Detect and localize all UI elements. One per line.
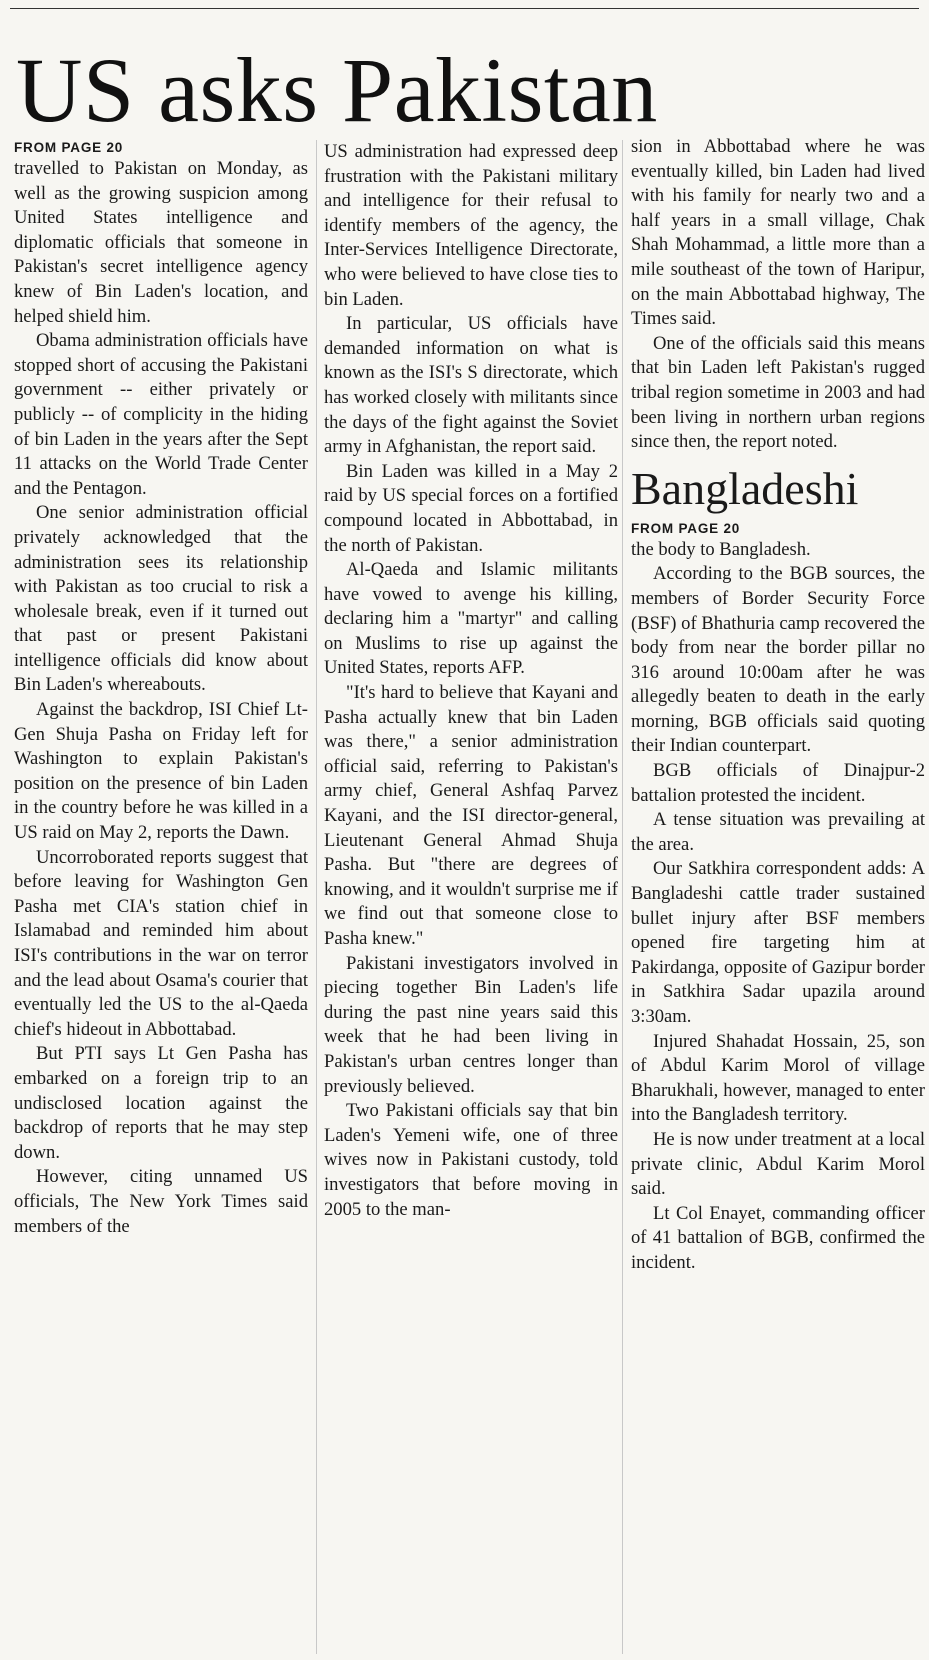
top-rule [10,8,919,9]
column-divider [316,140,317,1654]
paragraph: One senior administration official privately acknowledged that the administration sees its relationship with Pakistan as too crucial to risk a wholesale break, even if it turned out that past or present Pakistani intelligence officials did know about Bin Laden's whereabouts. [14,502,308,696]
paragraph: Bin Laden was killed in a May 2 raid by US special forces on a fortified compound located in Abbottabad, in the north of Pakistan. [324,460,618,556]
headline: US asks Pakistan [16,39,658,141]
paragraph: One of the officials said this means that bin Laden left Pakistan's rugged tribal region sometime in 2003 and had been living in northern urban regions since then, the report noted. [631,332,925,453]
paragraph: He is now under treatment at a local private clinic, Abdul Karim Morol said. [631,1128,925,1200]
story-column-2 [324,140,618,1222]
paragraph: travelled to Pakistan on Monday, as well as the growing suspicion among United States intelligence and diplomatic officials that someone in Pakistan's secret intelligence agency knew of Bin Laden's location, and helped shield him. [14,158,308,327]
paragraph: US administration had expressed deep frustration with the Pakistani military and intelligence for their refusal to identify members of the agency, the Inter-Services Intelligence Directorate, who were believed to have close ties to bin Laden. [324,141,618,310]
paragraph: Two Pakistani officials say that bin Laden's Yemeni wife, one of three wives now in Pakistani custody, told investigators that before moving in 2005 to the man- [324,1100,618,1220]
kicker-from-page: FROM PAGE 20 [631,520,741,536]
subheadline: Bangladeshi [631,462,859,514]
paragraph: Our Satkhira correspondent adds: A Bangladeshi cattle trader sustained bullet injury after BSF members opened fire targeting him at Pakirdanga, opposite of Gazipur border in Satkhira Sadar upazila around 3:30am. [631,858,925,1027]
paragraph: Uncorroborated reports suggest that before leaving for Washington Gen Pasha met CIA's station chief in Islamabad and reminded him about ISI's contributions in the war on terror and the lead about Osama's courier that eventually led the US to the al-Qaeda chief's hideout in Abbottabad. [14,846,308,1040]
paragraph: Lt Col Enayet, commanding officer of 41 battalion of BGB, confirmed the incident. [631,1202,925,1273]
column-divider [622,140,623,1654]
paragraph: Injured Shahadat Hossain, 25, son of Abdul Karim Morol of village Bharukhali, however, managed to enter into the Bangladesh territory. [631,1030,925,1126]
kicker-from-page: FROM PAGE 20 [14,140,124,155]
paragraph: Against the backdrop, ISI Chief Lt-Gen Shuja Pasha on Friday left for Washington to explain Pakistan's position on the presence of bin Laden in the country before he was killed in a US raid on May 2, reports the Dawn. [14,699,308,844]
paragraph: Al-Qaeda and Islamic militants have vowed to avenge his killing, declaring him a "martyr" and calling on Muslims to rise up against the United States, reports AFP. [324,559,618,679]
paragraph: Pakistani investigators involved in piecing together Bin Laden's life during the past nine years said this week that he had been living in Pakistan's urban centres longer than previously believed. [324,952,618,1097]
paragraph: "It's hard to believe that Kayani and Pasha actually knew that bin Laden was there," a senior administration official said, referring to Pakistan's army chief, General Ashfaq Parvez Kayani, and the ISI director-general, Lieutenant General Ahmad Shuja Pasha. But "there are degrees of knowing, and it wouldn't surprise me if we find out that someone close to Pasha knew." [324,682,618,949]
story-column-3 [631,135,925,1276]
paragraph: According to the BGB sources, the members of Border Security Force (BSF) of Bhathuria camp recovered the body from near the border pillar no 316 around 10:00am after he was allegedly beaten to death in the early morning, BGB officials said quoting their Indian counterpart. [631,563,925,757]
paragraph: the body to Bangladesh. [631,538,811,560]
paragraph: BGB officials of Dinajpur-2 battalion protested the incident. [631,760,925,806]
paragraph: A tense situation was prevailing at the area. [631,809,925,855]
paragraph: sion in Abbottabad where he was eventually killed, bin Laden had lived with his family for nearly two and a half years in a small village, Chak Shah Mohammad, a little more than a mile southeast of the town of Haripur, on the main Abbottabad highway, The Times said. [631,136,925,330]
paragraph: However, citing unnamed US officials, The New York Times said members of the [14,1166,308,1237]
paragraph: Obama administration officials have stopped short of accusing the Pakistani government -- either privately or publicly -- of complicity in the hiding of bin Laden in the years after the Sept 11 attacks on the World Trade Center and the Pentagon. [14,330,308,499]
story-column-1 [14,140,308,1239]
paragraph: In particular, US officials have demanded information on what is known as the ISI's S directorate, which has worked closely with militants since the days of the fight against the Soviet army in Afghanistan, the report said. [324,313,618,458]
paragraph: But PTI says Lt Gen Pasha has embarked on a foreign trip to an undisclosed location against the backdrop of reports that he may step down. [14,1043,308,1163]
